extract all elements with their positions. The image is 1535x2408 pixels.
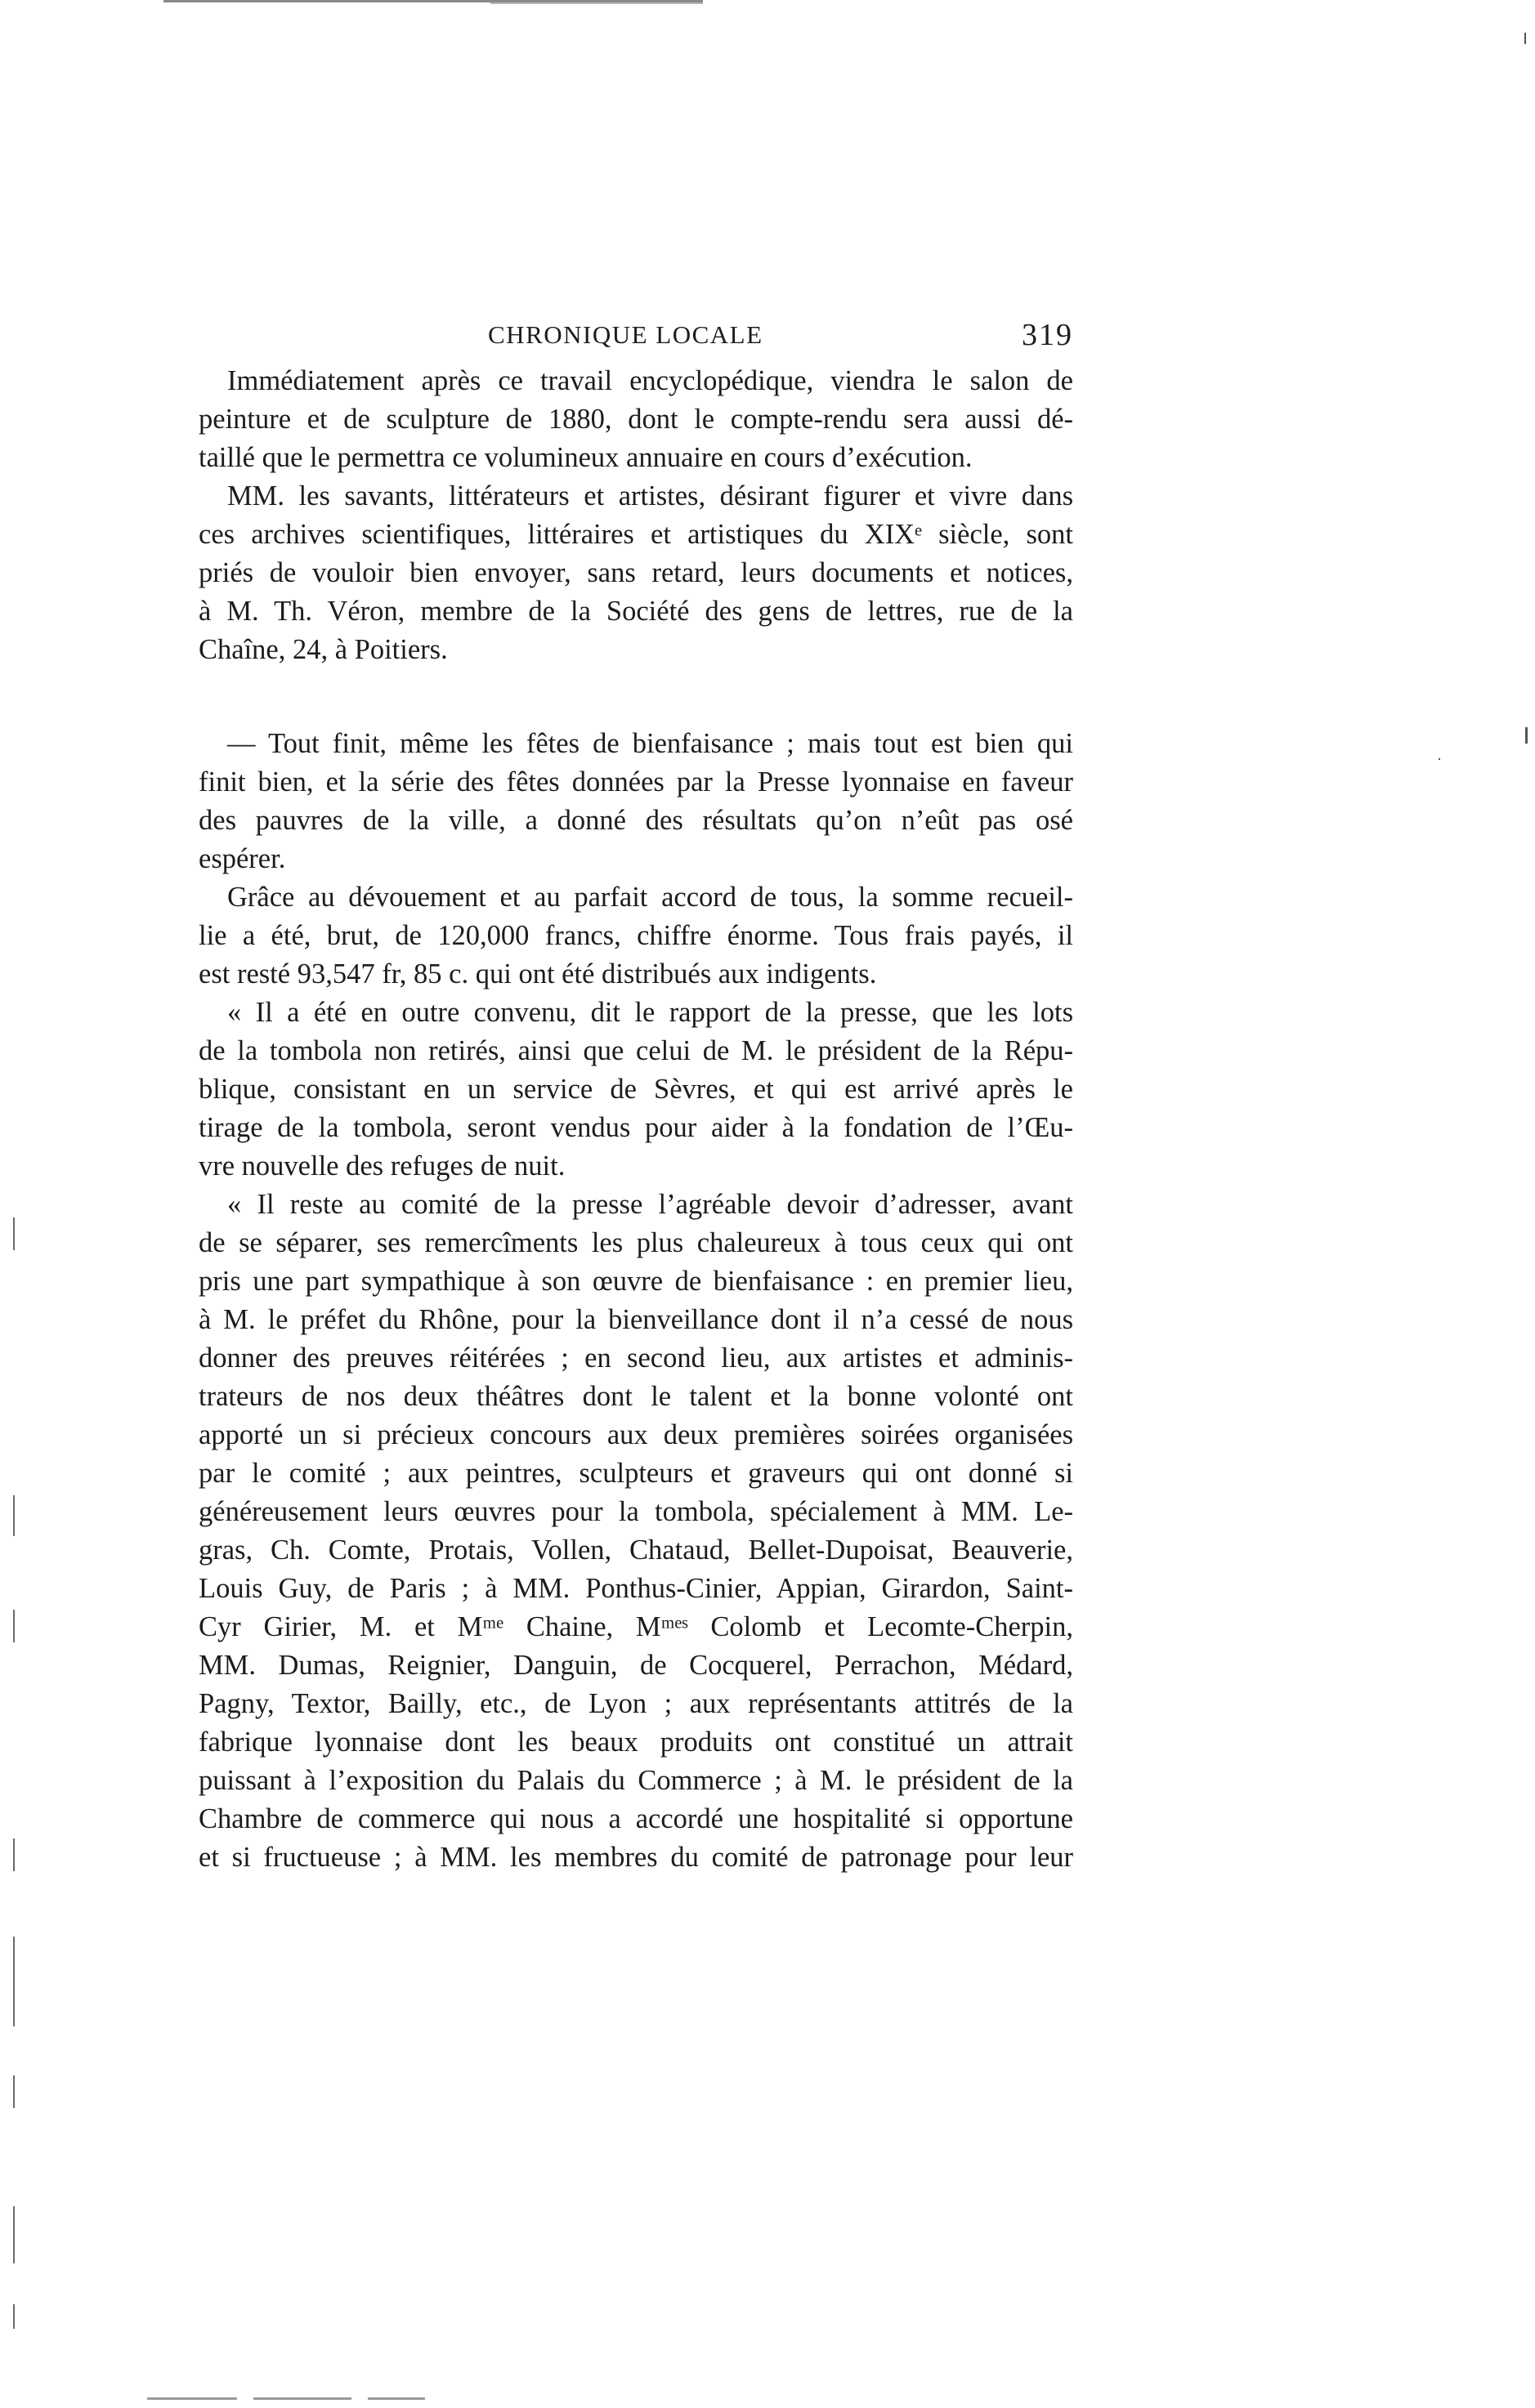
text-line: puissant à l’exposition du Palais du Commerce ; à M. le président de la [199,1765,1073,1796]
text-line: à M. le préfet du Rhône, pour la bienveillance dont il n’a cessé de nous [199,1304,1073,1335]
text-line: blique, consistant en un service de Sèvres, et qui est arrivé après le [199,1074,1073,1105]
margin-mark [13,1217,15,1250]
text-line: finit bien, et la série des fêtes données par la Presse lyonnaise en faveur [199,766,1073,797]
running-title: CHRONIQUE LOCALE [488,320,763,349]
text-line: taillé que le permettra ce volumineux annuaire en cours d’exécution. [199,442,973,473]
text-line: lie a été, brut, de 120,000 francs, chiffre énorme. Tous frais payés, il [199,920,1073,951]
text-line: « Il reste au comité de la presse l’agréable devoir d’adresser, avant [227,1189,1073,1220]
scan-speck [1525,727,1528,744]
text-line: généreusement leurs œuvres pour la tombola, spécialement à MM. Le- [199,1496,1073,1527]
text-line: apporté un si précieux concours aux deux premières soirées organisées [199,1419,1073,1450]
text-line: Grâce au dévouement et au parfait accord de tous, la somme recueil- [227,882,1073,913]
text-line: gras, Ch. Comte, Protais, Vollen, Chataud, Bellet-Dupoisat, Beauverie, [199,1535,1073,1566]
text-line: trateurs de nos deux théâtres dont le talent et la bonne volonté ont [199,1381,1073,1412]
text-line: de la tombola non retirés, ainsi que celui de M. le président de la Répu- [199,1035,1073,1066]
text-line: priés de vouloir bien envoyer, sans retard, leurs documents et notices, [199,557,1073,588]
text-line: espérer. [199,843,286,874]
margin-mark [13,2206,15,2263]
text-line: MM. Dumas, Reignier, Danguin, de Cocquerel, Perrachon, Médard, [199,1650,1073,1681]
margin-mark [13,1610,15,1642]
text-line: fabrique lyonnaise dont les beaux produits ont constitué un attrait [199,1727,1073,1758]
scan-edge-line-bottom-3 [368,2397,425,2400]
text-line: Immédiatement après ce travail encyclopédique, viendra le salon de [227,365,1073,396]
text-line: par le comité ; aux peintres, sculpteurs et graveurs qui ont donné si [199,1458,1073,1489]
text-line: « Il a été en outre convenu, dit le rapport de la presse, que les lots [227,997,1073,1028]
text-line: tirage de la tombola, seront vendus pour aider à la fondation de l’Œu- [199,1112,1073,1143]
text-line: pris une part sympathique à son œuvre de bienfaisance : en premier lieu, [199,1266,1073,1297]
paragraph [199,878,1073,994]
text-line: à M. Th. Véron, membre de la Société des gens de lettres, rue de la [199,596,1073,627]
text-line: — Tout finit, même les fêtes de bienfaisance ; mais tout est bien qui [227,728,1073,759]
text-line: Chambre de commerce qui nous a accordé une hospitalité si opportune [199,1803,1073,1834]
text-line: vre nouvelle des refuges de nuit. [199,1150,566,1182]
text-line: peinture et de sculpture de 1880, dont le compte-rendu sera aussi dé- [199,404,1073,435]
margin-mark [13,1937,15,2026]
margin-mark [13,2304,15,2329]
text-line: ces archives scientifiques, littéraires et artistiques du XIXᵉ siècle, sont [199,519,1073,550]
text-line: des pauvres de la ville, a donné des résultats qu’on n’eût pas osé [199,805,1073,836]
scan-speck [1439,758,1440,760]
margin-mark [13,1838,15,1871]
text-line: Chaîne, 24, à Poitiers. [199,634,448,665]
paragraph [199,1186,1073,1877]
paragraph [199,362,1073,477]
scan-speck [1524,33,1526,44]
text-line: et si fructueuse ; à MM. les membres du comité de patronage pour leur [199,1842,1073,1873]
text-line: Louis Guy, de Paris ; à MM. Ponthus-Cinier, Appian, Girardon, Saint- [199,1573,1073,1604]
text-line: de se séparer, ses remercîments les plus chaleureux à tous ceux qui ont [199,1227,1073,1258]
text-line: Cyr Girier, M. et Mᵐᵉ Chaine, Mᵐᵉˢ Colomb et Lecomte-Cherpin, [199,1611,1073,1642]
margin-mark [13,2075,15,2108]
text-line: MM. les savants, littérateurs et artistes, désirant figurer et vivre dans [227,480,1073,512]
text-block-upper [199,362,1073,669]
running-head [199,317,1073,366]
text-line: Pagny, Textor, Bailly, etc., de Lyon ; aux représentants attitrés de la [199,1688,1073,1719]
scan-edge-line-bottom-1 [147,2397,237,2400]
margin-mark [13,1495,15,1536]
text-line: donner des preuves réitérées ; en second lieu, aux artistes et adminis- [199,1342,1073,1374]
scan-edge-line-bottom-2 [253,2397,351,2400]
text-line: est resté 93,547 fr, 85 c. qui ont été distribués aux indigents. [199,958,877,990]
scan-edge-line-top-secondary [490,2,703,4]
page-number: 319 [1022,318,1073,352]
paragraph [199,994,1073,1186]
paragraph [199,477,1073,669]
text-block-lower [199,725,1073,1877]
paragraph [199,725,1073,878]
